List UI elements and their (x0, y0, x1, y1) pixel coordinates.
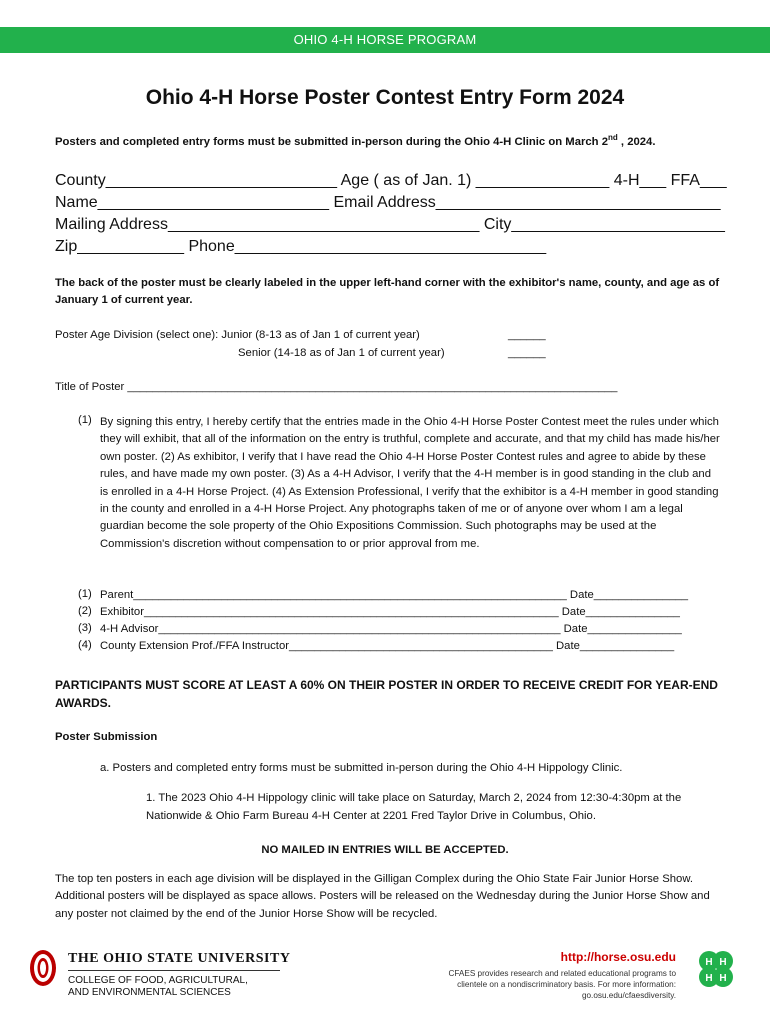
four-h-clover-icon (692, 946, 740, 994)
college-line-1: COLLEGE OF FOOD, AGRICULTURAL, (68, 975, 248, 986)
submission-note-tail: , 2024. (620, 135, 656, 148)
program-banner: OHIO 4-H HORSE PROGRAM (0, 27, 770, 53)
signature-exhibitor[interactable]: Exhibitor__________________________________________________________________ Date_______________ (100, 606, 680, 618)
page-title: Ohio 4-H Horse Poster Contest Entry Form 2024 (145, 86, 625, 109)
signature-number: (1) (78, 588, 92, 600)
cfaes-statement: CFAES provides research and related educational programs to clientele on a nondiscriminatory basis. For more information: go.osu.edu/cfaesdiversity. (448, 969, 676, 1000)
label-note: The back of the poster must be clearly labeled in the upper left-hand corner with the exhibitor's name, county, and age as of January 1 of current year. (55, 277, 720, 306)
certify-number: (1) (78, 414, 92, 426)
svg-text:H: H (705, 957, 713, 968)
signature-number: (3) (78, 622, 92, 634)
division-senior-blank[interactable]: ______ (508, 347, 546, 359)
svg-text:H: H (719, 957, 727, 968)
block-o-logo-icon (29, 948, 57, 988)
item-a: a. Posters and completed entry forms must be submitted in-person during the Ohio 4-H Hippology Clinic. (100, 762, 623, 774)
signature-advisor[interactable]: 4-H Advisor________________________________________________________________ Date_______________ (100, 623, 682, 635)
display-note: The top ten posters in each age division will be displayed in the Gilligan Complex during the Ohio State Fair Junior Horse Show. Additional posters will be displayed as space allows. Posters will be released on the Wednesday during the Junior Horse Show and any poster not claimed by the end of the Junior Horse Show will be recycled. (55, 873, 710, 920)
signature-parent[interactable]: Parent_____________________________________________________________________ Date_______________ (100, 589, 689, 601)
submission-note (55, 129, 655, 151)
submission-note-text: Posters and completed entry forms must be submitted in-person during the Ohio 4-H Clinic on March 2 (55, 135, 608, 148)
submission-note-sup: nd (608, 133, 618, 142)
poster-submission-heading: Poster Submission (55, 731, 158, 743)
certification-text: By signing this entry, I hereby certify that the entries made in the Ohio 4-H Horse Poster Contest meet the rules under which they will exhibit, that all of the information on the entry is truthful, complete and accurate, and that my child has made his/her own poster. (2) As exhibitor, I verify that I have read the Ohio 4-H Horse Poster Contest rules and agree to abide by these rules, and have made my own poster. (3) As a 4-H Advisor, I verify that the 4-H member is in good standing in the club and is enrolled in a 4-H Horse Project. (4) As Extension Professional, I verify that the exhibitor is a 4-H member in good standing in the county and enrolled in a 4-H Horse Project. Any photographs taken of me or of anyone over whom I am a legal guardian become the sole property of the Ohio Expositions Commission. Such photographs may be used at the Commission's discretion without compensation to or prior approval from me. (100, 416, 720, 550)
field-line-address[interactable]: Mailing Address___________________________________ City________________________ (55, 216, 725, 233)
osu-name: THE OHIO STATE UNIVERSITY (68, 951, 291, 966)
field-line-county[interactable]: County__________________________ Age ( as of Jan. 1) _______________ 4-H___ FFA___ (55, 172, 727, 189)
item-1: 1. The 2023 Ohio 4-H Hippology clinic will take place on Saturday, March 2, 2024 from 12:30-4:30pm at the Nationwide & Ohio Farm Bureau 4-H Center at 2201 Fred Taylor Drive in Columbus, Ohio. (146, 792, 682, 822)
college-name (68, 975, 248, 999)
division-senior: Senior (14-18 as of Jan 1 of current year) (238, 347, 445, 359)
svg-text:H: H (719, 973, 727, 984)
field-line-zip[interactable]: Zip____________ Phone___________________________________ (55, 238, 547, 255)
field-line-name[interactable]: Name__________________________ Email Address________________________________ (55, 194, 721, 211)
college-line-2: AND ENVIRONMENTAL SCIENCES (68, 987, 231, 998)
division-junior: Poster Age Division (select one): Junior (8-13 as of Jan 1 of current year) (55, 329, 420, 341)
svg-text:H: H (705, 973, 713, 984)
signature-extension[interactable]: County Extension Prof./FFA Instructor__________________________________________ Date_______________ (100, 640, 675, 652)
poster-title-field[interactable]: Title of Poster ______________________________________________________________________________ (55, 381, 618, 393)
no-mail-notice: NO MAILED IN ENTRIES WILL BE ACCEPTED. (261, 844, 509, 856)
divider (68, 970, 280, 971)
score-notice: PARTICIPANTS MUST SCORE AT LEAST A 60% ON THEIR POSTER IN ORDER TO RECEIVE CREDIT FOR YEAR-END AWARDS. (55, 678, 718, 710)
division-junior-blank[interactable]: ______ (508, 329, 546, 341)
signature-number: (2) (78, 605, 92, 617)
website-link[interactable]: http://horse.osu.edu (560, 950, 676, 964)
signature-number: (4) (78, 639, 92, 651)
